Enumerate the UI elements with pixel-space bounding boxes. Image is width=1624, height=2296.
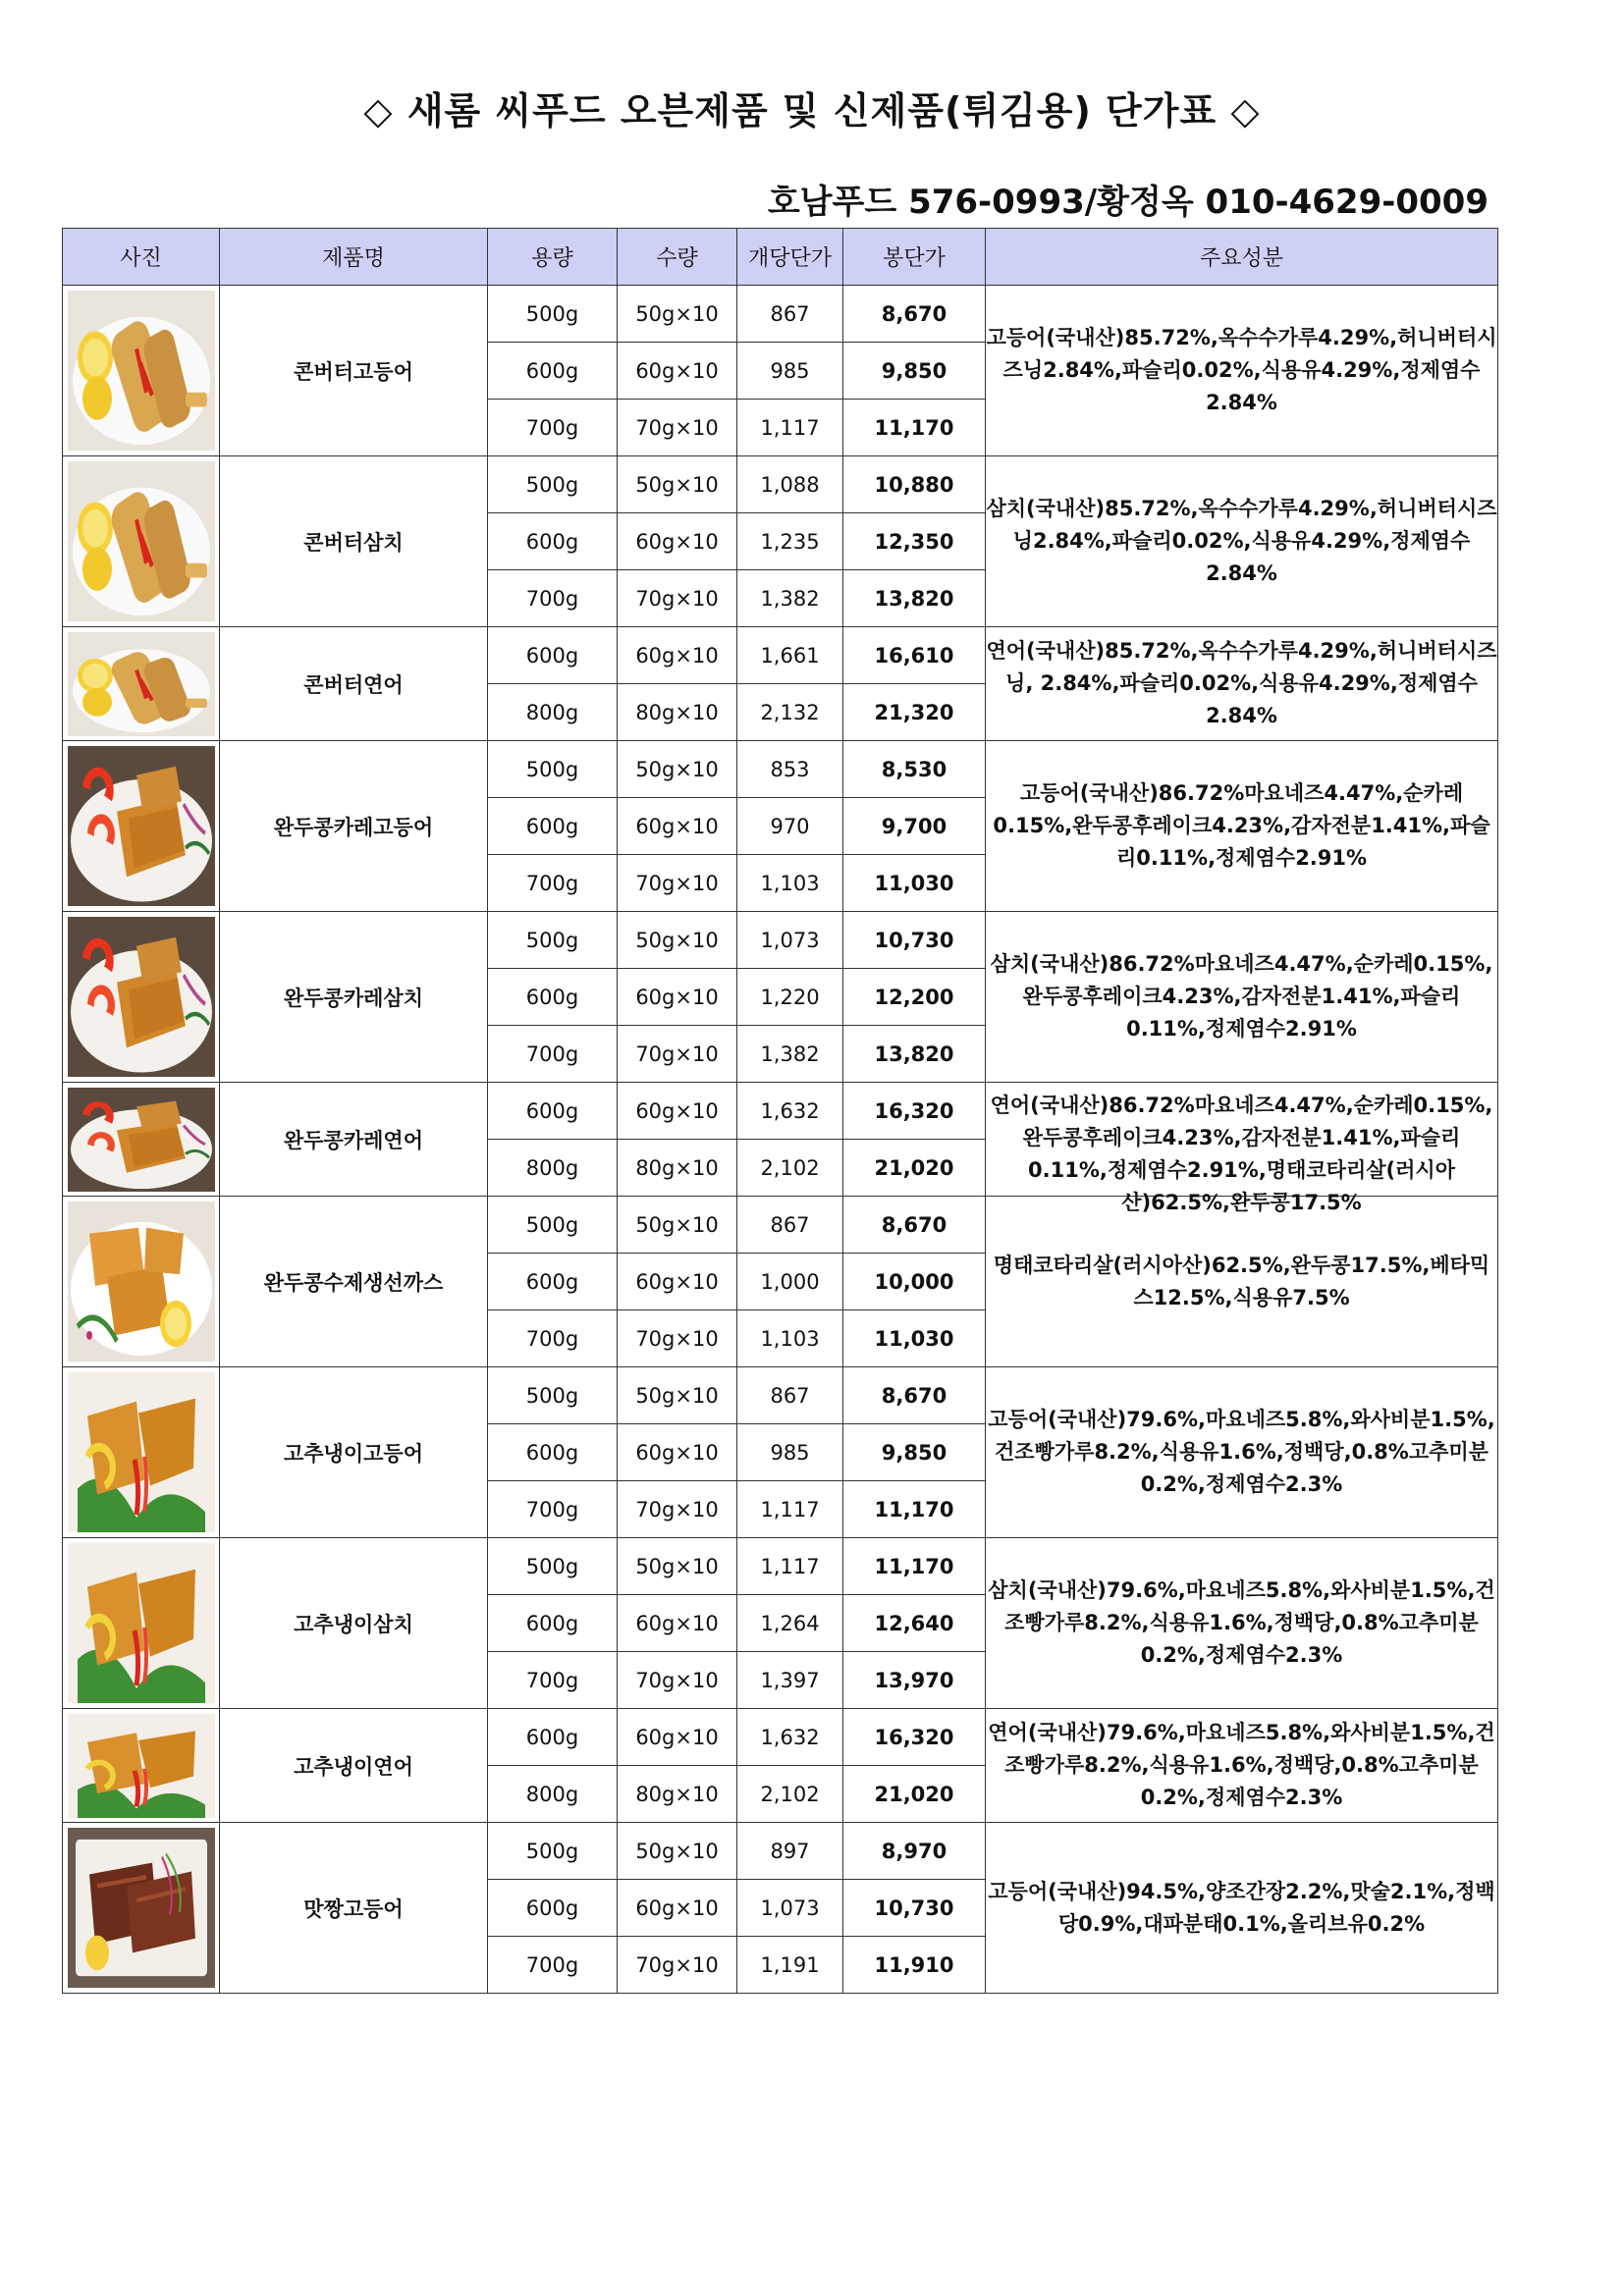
capacity-cell: 600g [488, 1880, 618, 1937]
ingredients-text: 삼치(국내산)79.6%,마요네즈5.8%,와사비분1.5%,건조빵가루8.2%,식용유1.6%,정백당,0.8%고추미분0.2%,정제염수2.3% [988, 1578, 1495, 1667]
ingredients-text: 고등어(국내산)94.5%,양조간장2.2%,맛술2.1%,정백당0.9%,대파분태0.1%,올리브유0.2% [988, 1879, 1495, 1936]
ingredients-cell [986, 286, 1498, 456]
header-product-name: 제품명 [220, 229, 488, 286]
pea-curry-cutlet-photo [68, 1088, 215, 1192]
product-name: 고추냉이연어 [220, 1709, 488, 1823]
capacity-cell: 600g [488, 1424, 618, 1481]
unit-price-cell: 1,661 [737, 627, 843, 684]
quantity-cell: 70g×10 [618, 1652, 737, 1709]
ingredients-text: 고등어(국내산)85.72%,옥수수가루4.29%,허니버터시즈닝2.84%,파슬리0.02%,식용유4.29%,정제염수2.84% [986, 326, 1497, 414]
unit-price-cell: 1,103 [737, 1310, 843, 1367]
pea-curry-cutlet-photo [68, 917, 215, 1077]
ingredients-cell [986, 1083, 1498, 1214]
unit-price-cell: 1,073 [737, 1880, 843, 1937]
pack-price-cell: 9,700 [843, 798, 986, 855]
table-row [63, 456, 1498, 513]
pack-price-cell: 21,320 [843, 684, 986, 741]
ingredients-text: 연어(국내산)79.6%,마요네즈5.8%,와사비분1.5%,건조빵가루8.2%,식용유1.6%,정백당,0.8%고추미분0.2%,정제염수2.3% [988, 1721, 1495, 1809]
quantity-cell: 60g×10 [618, 513, 737, 570]
quantity-cell: 60g×10 [618, 1709, 737, 1766]
unit-price-cell: 1,632 [737, 1083, 843, 1140]
capacity-cell: 600g [488, 343, 618, 400]
product-photo [63, 1538, 220, 1709]
capacity-cell: 700g [488, 1026, 618, 1083]
unit-price-cell: 1,073 [737, 912, 843, 969]
capacity-cell: 600g [488, 1595, 618, 1652]
capacity-cell: 600g [488, 798, 618, 855]
quantity-cell: 50g×10 [618, 1197, 737, 1254]
pack-price-cell: 10,730 [843, 1880, 986, 1937]
quantity-cell: 70g×10 [618, 1937, 737, 1994]
pack-price-cell: 10,000 [843, 1254, 986, 1310]
table-body [63, 286, 1498, 1994]
capacity-cell: 700g [488, 400, 618, 456]
quantity-cell: 70g×10 [618, 400, 737, 456]
pack-price-cell: 10,880 [843, 456, 986, 513]
quantity-cell: 70g×10 [618, 1310, 737, 1367]
pack-price-cell: 13,820 [843, 570, 986, 627]
pack-price-cell: 8,530 [843, 741, 986, 798]
pack-price-cell: 9,850 [843, 1424, 986, 1481]
ingredients-cell [986, 1823, 1498, 1994]
ingredients-cell [986, 741, 1498, 912]
product-photo [63, 627, 220, 741]
unit-price-cell: 1,397 [737, 1652, 843, 1709]
product-name: 콘버터고등어 [220, 286, 488, 456]
pack-price-cell: 9,850 [843, 343, 986, 400]
ingredients-cell [986, 1709, 1498, 1823]
ingredients-text: 삼치(국내산)86.72%마요네즈4.47%,순카레0.15%,완두콩후레이크4.23%,감자전분1.41%,파슬리0.11%,정제염수2.91% [990, 952, 1493, 1041]
product-name: 콘버터삼치 [220, 456, 488, 627]
unit-price-cell: 1,632 [737, 1709, 843, 1766]
unit-price-cell: 1,382 [737, 1026, 843, 1083]
unit-price-cell: 1,264 [737, 1595, 843, 1652]
header-capacity: 용량 [488, 229, 618, 286]
product-name: 맛짱고등어 [220, 1823, 488, 1994]
product-name: 완두콩카레고등어 [220, 741, 488, 912]
capacity-cell: 700g [488, 570, 618, 627]
capacity-cell: 500g [488, 1197, 618, 1254]
product-photo [63, 286, 220, 456]
table-row [63, 1823, 1498, 1880]
quantity-cell: 50g×10 [618, 1538, 737, 1595]
unit-price-cell: 2,102 [737, 1766, 843, 1823]
pack-price-cell: 13,970 [843, 1652, 986, 1709]
pack-price-cell: 11,170 [843, 400, 986, 456]
ingredients-text: 연어(국내산)85.72%,옥수수가루4.29%,허니버터시즈닝, 2.84%,파슬리0.02%,식용유4.29%,정제염수2.84% [986, 639, 1497, 727]
product-photo [63, 912, 220, 1083]
quantity-cell: 60g×10 [618, 1880, 737, 1937]
unit-price-cell: 1,117 [737, 1481, 843, 1538]
unit-price-cell: 1,235 [737, 513, 843, 570]
unit-price-cell: 970 [737, 798, 843, 855]
quantity-cell: 50g×10 [618, 1823, 737, 1880]
quantity-cell: 60g×10 [618, 627, 737, 684]
pack-price-cell: 8,970 [843, 1823, 986, 1880]
pack-price-cell: 16,610 [843, 627, 986, 684]
capacity-cell: 800g [488, 684, 618, 741]
quantity-cell: 70g×10 [618, 1026, 737, 1083]
ingredients-cell [986, 1538, 1498, 1709]
product-photo [63, 1367, 220, 1538]
ingredients-cell [986, 912, 1498, 1083]
quantity-cell: 70g×10 [618, 1481, 737, 1538]
product-name: 고추냉이삼치 [220, 1538, 488, 1709]
quantity-cell: 50g×10 [618, 286, 737, 343]
pack-price-cell: 11,030 [843, 855, 986, 912]
capacity-cell: 700g [488, 1937, 618, 1994]
quantity-cell: 60g×10 [618, 798, 737, 855]
pack-price-cell: 21,020 [843, 1766, 986, 1823]
capacity-cell: 500g [488, 912, 618, 969]
unit-price-cell: 1,191 [737, 1937, 843, 1994]
page-title: ◇ 새롬 씨푸드 오븐제품 및 신제품(튀김용) 단가표 ◇ [363, 89, 1261, 133]
pack-price-cell: 10,730 [843, 912, 986, 969]
capacity-cell: 700g [488, 1652, 618, 1709]
product-photo [63, 1197, 220, 1367]
header-pack-price: 봉단가 [843, 229, 986, 286]
fish-cutlet-photo [68, 1201, 215, 1362]
glazed-mackerel-photo [68, 1828, 215, 1988]
capacity-cell: 800g [488, 1140, 618, 1197]
table-row [63, 1367, 1498, 1424]
quantity-cell: 50g×10 [618, 1367, 737, 1424]
ingredients-cell [986, 1197, 1498, 1367]
wasabi-fillet-photo [68, 1543, 215, 1703]
pack-price-cell: 16,320 [843, 1083, 986, 1140]
capacity-cell: 700g [488, 855, 618, 912]
pack-price-cell: 11,910 [843, 1937, 986, 1994]
product-name: 고추냉이고등어 [220, 1367, 488, 1538]
header-unit-price: 개당단가 [737, 229, 843, 286]
product-name: 완두콩수제생선까스 [220, 1197, 488, 1367]
quantity-cell: 70g×10 [618, 855, 737, 912]
capacity-cell: 700g [488, 1310, 618, 1367]
capacity-cell: 600g [488, 1083, 618, 1140]
table-row [63, 627, 1498, 684]
corn-butter-fillet-photo [68, 461, 215, 621]
product-photo [63, 741, 220, 912]
capacity-cell: 600g [488, 513, 618, 570]
table-row [63, 1538, 1498, 1595]
product-name: 완두콩카레삼치 [220, 912, 488, 1083]
unit-price-cell: 1,117 [737, 1538, 843, 1595]
quantity-cell: 60g×10 [618, 1595, 737, 1652]
unit-price-cell: 1,088 [737, 456, 843, 513]
quantity-cell: 60g×10 [618, 969, 737, 1026]
unit-price-cell: 1,117 [737, 400, 843, 456]
quantity-cell: 70g×10 [618, 570, 737, 627]
pack-price-cell: 8,670 [843, 1367, 986, 1424]
pack-price-cell: 21,020 [843, 1140, 986, 1197]
table-row [63, 1709, 1498, 1766]
unit-price-cell: 867 [737, 286, 843, 343]
capacity-cell: 700g [488, 1481, 618, 1538]
quantity-cell: 50g×10 [618, 741, 737, 798]
product-photo [63, 1709, 220, 1823]
ingredients-text: 삼치(국내산)85.72%,옥수수가루4.29%,허니버터시즈닝2.84%,파슬리0.02%,식용유4.29%,정제염수2.84% [986, 497, 1497, 585]
quantity-cell: 80g×10 [618, 684, 737, 741]
capacity-cell: 600g [488, 627, 618, 684]
product-photo [63, 456, 220, 627]
corn-butter-fillet-photo [68, 632, 215, 736]
contact-info: 호남푸드 576-0993/황정옥 010-4629-0009 [767, 183, 1489, 222]
capacity-cell: 600g [488, 1254, 618, 1310]
ingredients-cell [986, 456, 1498, 627]
pack-price-cell: 11,170 [843, 1538, 986, 1595]
quantity-cell: 60g×10 [618, 1254, 737, 1310]
header-ingredients: 주요성분 [986, 229, 1498, 286]
capacity-cell: 500g [488, 286, 618, 343]
ingredients-text: 고등어(국내산)86.72%마요네즈4.47%,순카레0.15%,완두콩후레이크4.23%,감자전분1.41%,파슬리0.11%,정제염수2.91% [993, 781, 1490, 870]
unit-price-cell: 2,102 [737, 1140, 843, 1197]
capacity-cell: 500g [488, 1538, 618, 1595]
capacity-cell: 800g [488, 1766, 618, 1823]
corn-butter-fillet-photo [68, 291, 215, 451]
pack-price-cell: 12,200 [843, 969, 986, 1026]
unit-price-cell: 1,382 [737, 570, 843, 627]
unit-price-cell: 985 [737, 343, 843, 400]
pack-price-cell: 8,670 [843, 286, 986, 343]
pack-price-cell: 13,820 [843, 1026, 986, 1083]
unit-price-cell: 1,220 [737, 969, 843, 1026]
quantity-cell: 80g×10 [618, 1766, 737, 1823]
product-name: 콘버터연어 [220, 627, 488, 741]
capacity-cell: 500g [488, 1823, 618, 1880]
ingredients-text: 고등어(국내산)79.6%,마요네즈5.8%,와사비분1.5%,건조빵가루8.2%,식용유1.6%,정백당,0.8%고추미분0.2%,정제염수2.3% [988, 1408, 1495, 1496]
table-row [63, 741, 1498, 798]
pack-price-cell: 11,030 [843, 1310, 986, 1367]
pack-price-cell: 16,320 [843, 1709, 986, 1766]
unit-price-cell: 867 [737, 1197, 843, 1254]
table-header-row [63, 229, 1498, 286]
header-quantity: 수량 [618, 229, 737, 286]
unit-price-cell: 867 [737, 1367, 843, 1424]
capacity-cell: 500g [488, 1367, 618, 1424]
wasabi-fillet-photo [68, 1372, 215, 1532]
unit-price-cell: 1,103 [737, 855, 843, 912]
quantity-cell: 60g×10 [618, 1424, 737, 1481]
pea-curry-cutlet-photo [68, 746, 215, 906]
product-name: 완두콩카레연어 [220, 1083, 488, 1197]
header-photo: 사진 [63, 229, 220, 286]
capacity-cell: 500g [488, 741, 618, 798]
quantity-cell: 60g×10 [618, 343, 737, 400]
capacity-cell: 600g [488, 969, 618, 1026]
pack-price-cell: 12,640 [843, 1595, 986, 1652]
pack-price-cell: 11,170 [843, 1481, 986, 1538]
capacity-cell: 500g [488, 456, 618, 513]
wasabi-fillet-photo [68, 1714, 215, 1818]
product-photo [63, 1823, 220, 1994]
table-row [63, 912, 1498, 969]
ingredients-cell [986, 627, 1498, 741]
unit-price-cell: 853 [737, 741, 843, 798]
unit-price-cell: 2,132 [737, 684, 843, 741]
product-photo [63, 1083, 220, 1197]
price-table [62, 228, 1498, 1994]
capacity-cell: 600g [488, 1709, 618, 1766]
pack-price-cell: 8,670 [843, 1197, 986, 1254]
quantity-cell: 60g×10 [618, 1083, 737, 1140]
quantity-cell: 50g×10 [618, 912, 737, 969]
pack-price-cell: 12,350 [843, 513, 986, 570]
unit-price-cell: 897 [737, 1823, 843, 1880]
quantity-cell: 80g×10 [618, 1140, 737, 1197]
quantity-cell: 50g×10 [618, 456, 737, 513]
unit-price-cell: 1,000 [737, 1254, 843, 1310]
ingredients-text: 연어(국내산)86.72%마요네즈4.47%,순카레0.15%,완두콩후레이크4.23%,감자전분1.41%,파슬리0.11%,정제염수2.91%,명태코타리살(러시아산)62.5%,완두콩17.5% [990, 1093, 1493, 1214]
unit-price-cell: 985 [737, 1424, 843, 1481]
table-row [63, 286, 1498, 343]
table-row [63, 1083, 1498, 1140]
ingredients-cell [986, 1367, 1498, 1538]
ingredients-text: 명태코타리살(러시아산)62.5%,완두콩17.5%,베타믹스12.5%,식용유7.5% [993, 1253, 1490, 1309]
